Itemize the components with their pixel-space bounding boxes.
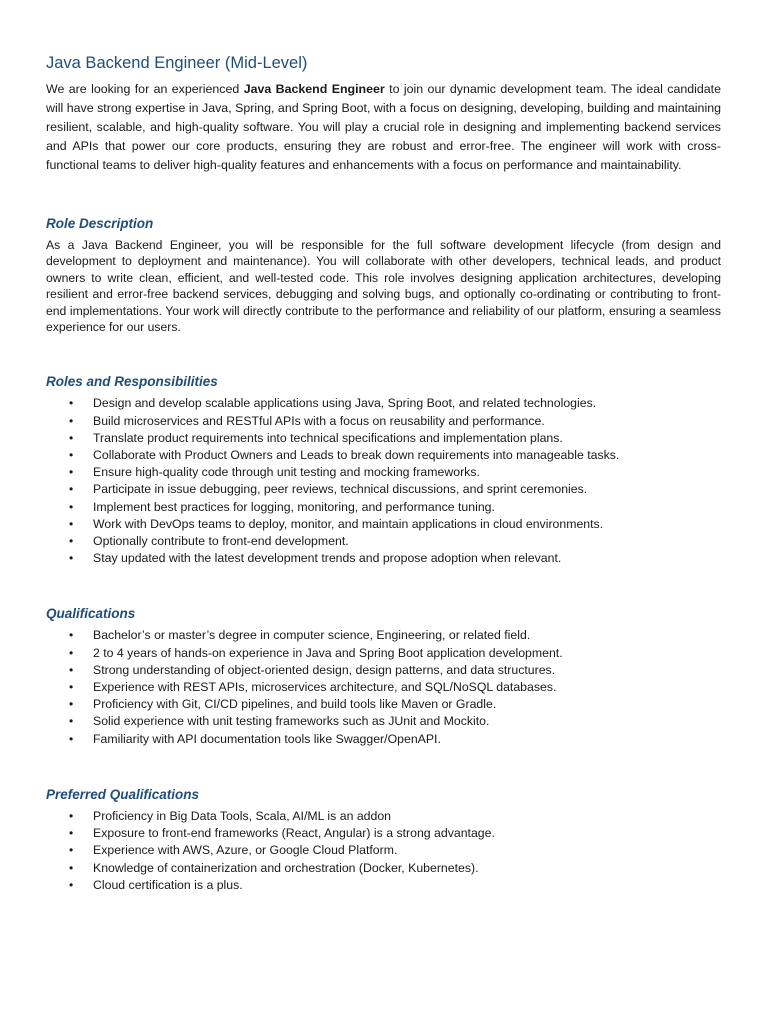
bullet-icon: •	[69, 396, 74, 411]
bullet-icon: •	[69, 448, 74, 463]
bullet-icon: •	[69, 413, 74, 428]
responsibilities-section	[46, 373, 721, 567]
list-item-text: Familiarity with API documentation tools like Swagger/OpenAPI.	[93, 731, 441, 746]
list-item-text: Proficiency in Big Data Tools, Scala, AI/ML is an addon	[93, 808, 392, 823]
list-item-text: Participate in issue debugging, peer reviews, technical discussions, and sprint ceremonies.	[93, 482, 588, 497]
list-item	[46, 430, 721, 447]
list-item	[46, 808, 721, 825]
list-item-text: Proficiency with Git, CI/CD pipelines, and build tools like Maven or Gradle.	[93, 697, 497, 712]
list-item	[46, 860, 721, 877]
bullet-icon: •	[69, 645, 74, 660]
bullet-icon: •	[69, 628, 74, 643]
qualifications-section	[46, 605, 721, 747]
bullet-icon: •	[69, 697, 74, 712]
bullet-icon: •	[69, 808, 74, 823]
list-item-text: Strong understanding of object-oriented design, design patterns, and data structures.	[93, 662, 556, 677]
preferred-qualifications-list	[46, 808, 721, 894]
bullet-icon: •	[69, 516, 74, 531]
bullet-icon: •	[69, 714, 74, 729]
qualifications-list	[46, 627, 721, 747]
list-item	[46, 662, 721, 679]
list-item-text: Collaborate with Product Owners and Leads to break down requirements into manageable tasks.	[93, 448, 620, 463]
list-item	[46, 516, 721, 533]
list-item	[46, 731, 721, 748]
list-item	[46, 395, 721, 412]
list-item-text: Design and develop scalable applications using Java, Spring Boot, and related technologies.	[93, 396, 597, 411]
bullet-icon: •	[69, 482, 74, 497]
list-item-text: Translate product requirements into technical specifications and implementation plans.	[93, 430, 563, 445]
bullet-icon: •	[69, 877, 74, 892]
list-item-text: 2 to 4 years of hands-on experience in Java and Spring Boot application development.	[93, 645, 563, 660]
list-item-text: Knowledge of containerization and orchestration (Docker, Kubernetes).	[93, 860, 479, 875]
intro-text-end: to join our dynamic development team. The ideal candidate will have strong expertise in Java, Spring, and Spring Boot, with a focus on designing, developing, building and maintaining resilient, scalable, and high-quality software. You will play a crucial role in designing and implementing backend services and APIs that power our core products, ensuring they are robust and error-free. The engineer will work with cross-functional teams to deliver high-quality features and enhancements with a focus on performance and maintainability.	[46, 82, 721, 172]
preferred-qualifications-heading: Preferred Qualifications	[46, 786, 200, 802]
list-item	[46, 464, 721, 481]
responsibilities-list	[46, 395, 721, 567]
page-title: Java Backend Engineer (Mid-Level)	[46, 54, 308, 72]
list-item-text: Solid experience with unit testing frameworks such as JUnit and Mockito.	[93, 714, 490, 729]
list-item	[46, 413, 721, 430]
document-page	[46, 52, 721, 894]
bullet-icon: •	[69, 499, 74, 514]
list-item-text: Build microservices and RESTful APIs with a focus on reusability and performance.	[93, 413, 545, 428]
bullet-icon: •	[69, 551, 74, 566]
bullet-icon: •	[69, 534, 74, 549]
role-description-heading: Role Description	[46, 216, 154, 231]
list-item-text: Stay updated with the latest development trends and propose adoption when relevant.	[93, 551, 562, 566]
list-item	[46, 645, 721, 662]
bullet-icon: •	[69, 465, 74, 480]
intro-paragraph	[46, 80, 721, 175]
bullet-icon: •	[69, 731, 74, 746]
list-item-text: Experience with REST APIs, microservices architecture, and SQL/NoSQL databases.	[93, 680, 557, 695]
intro-text-start: We are looking for an experienced	[46, 82, 244, 96]
intro-section	[46, 52, 721, 175]
list-item	[46, 696, 721, 713]
list-item-text: Experience with AWS, Azure, or Google Cloud Platform.	[93, 843, 398, 858]
list-item	[46, 713, 721, 730]
list-item	[46, 499, 721, 516]
responsibilities-heading: Roles and Responsibilities	[46, 374, 218, 390]
list-item	[46, 550, 721, 567]
list-item	[46, 825, 721, 842]
bullet-icon: •	[69, 430, 74, 445]
list-item-text: Cloud certification is a plus.	[93, 877, 243, 892]
intro-bold-role: Java Backend Engineer	[243, 82, 385, 96]
role-description-text: As a Java Backend Engineer, you will be responsible for the full software development lifecycle (from design and development to deployment and maintenance). You will collaborate with other developers, technical leads, and product owners to write clean, efficient, and well-tested code. This role involves designing application architectures, developing resilient and error-free backend services, debugging and solving bugs, and optionally co-ordinating or contributing to front-end implementations. Your work will directly contribute to the performance and reliability of our platform, ensuring a seamless experience for our users.	[46, 238, 721, 335]
list-item	[46, 533, 721, 550]
list-item-text: Exposure to front-end frameworks (React, Angular) is a strong advantage.	[93, 826, 495, 841]
list-item	[46, 679, 721, 696]
list-item	[46, 842, 721, 859]
bullet-icon: •	[69, 662, 74, 677]
bullet-icon: •	[69, 843, 74, 858]
bullet-icon: •	[69, 826, 74, 841]
preferred-qualifications-section	[46, 786, 721, 894]
list-item-text: Ensure high-quality code through unit testing and mocking frameworks.	[93, 465, 480, 480]
list-item-text: Work with DevOps teams to deploy, monitor, and maintain applications in cloud environments.	[93, 516, 604, 531]
bullet-icon: •	[69, 680, 74, 695]
role-description-section	[46, 215, 721, 335]
list-item	[46, 627, 721, 644]
list-item	[46, 481, 721, 498]
qualifications-heading: Qualifications	[46, 606, 136, 622]
list-item-text: Bachelor’s or master’s degree in computer science, Engineering, or related field.	[93, 628, 531, 643]
list-item	[46, 877, 721, 894]
bullet-icon: •	[69, 860, 74, 875]
list-item-text: Implement best practices for logging, monitoring, and performance tuning.	[93, 499, 495, 514]
list-item-text: Optionally contribute to front-end development.	[93, 534, 349, 549]
list-item	[46, 447, 721, 464]
